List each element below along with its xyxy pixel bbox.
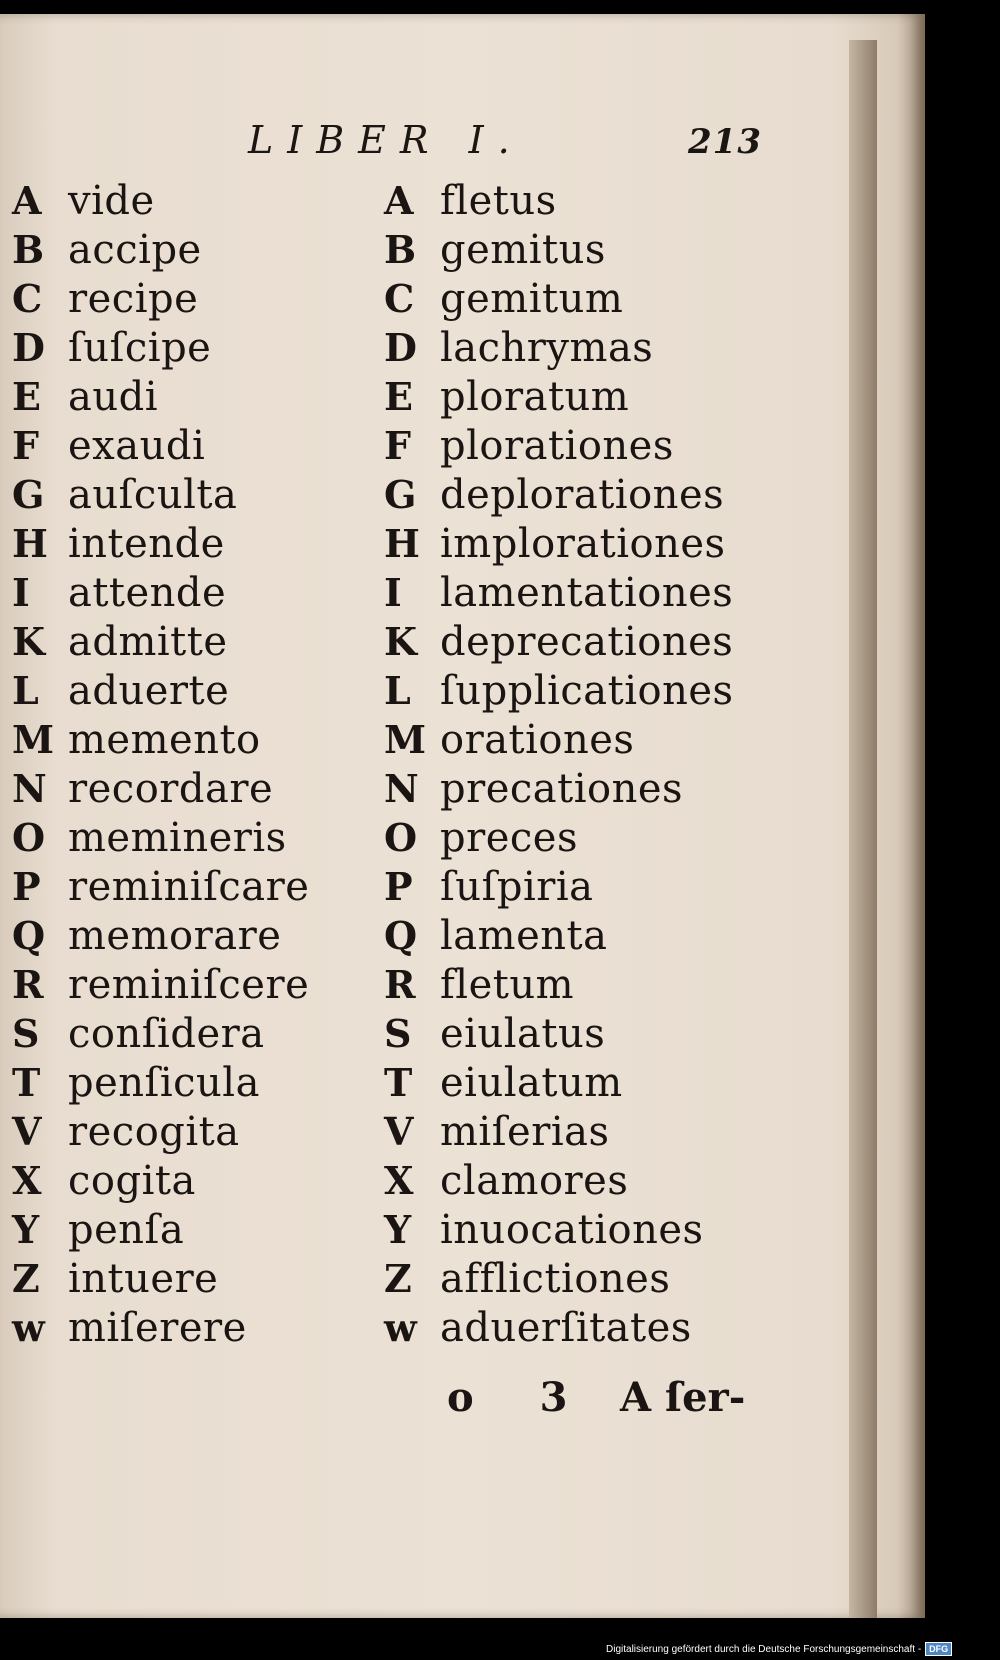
entry-word: intende <box>68 520 225 567</box>
entry-letter: M <box>12 716 55 762</box>
right-column-list <box>384 176 734 1352</box>
right-entry <box>384 568 734 617</box>
entry-letter: B <box>384 226 417 272</box>
entry-letter: G <box>12 471 45 517</box>
entry-word: ploratum <box>440 373 630 420</box>
entry-letter: V <box>384 1108 414 1154</box>
signature-mark: o 3 <box>447 1374 594 1421</box>
entry-letter: X <box>384 1157 414 1203</box>
entry-word: eiulatus <box>440 1010 606 1057</box>
right-entry <box>384 372 734 421</box>
left-entry <box>12 764 309 813</box>
entry-word: auſculta <box>68 471 238 518</box>
entry-word: memento <box>68 716 261 763</box>
entry-word: gemitum <box>440 275 624 322</box>
right-entry <box>384 1058 734 1107</box>
entry-word: recordare <box>68 765 274 812</box>
entry-letter: F <box>12 422 39 468</box>
entry-word: ſuſcipe <box>68 324 212 371</box>
left-entry <box>12 617 309 666</box>
entry-letter: K <box>384 618 418 664</box>
entry-word: fletum <box>440 961 575 1008</box>
left-entry <box>12 715 309 764</box>
entry-word: aduerte <box>68 667 230 714</box>
right-entry <box>384 862 734 911</box>
right-entry <box>384 764 734 813</box>
right-entry <box>384 1107 734 1156</box>
entry-letter: R <box>12 961 44 1007</box>
right-entry <box>384 470 734 519</box>
entry-letter: C <box>12 275 43 321</box>
entry-letter: C <box>384 275 415 321</box>
entry-word: audi <box>68 373 159 420</box>
entry-letter: G <box>384 471 417 517</box>
running-head <box>0 118 925 168</box>
entry-word: lamentationes <box>440 569 734 616</box>
entry-word: aduerſitates <box>440 1304 692 1351</box>
entry-word: gemitus <box>440 226 606 273</box>
entry-letter: Y <box>12 1206 40 1252</box>
digitization-credit <box>606 1640 952 1658</box>
entry-word: ſupplicationes <box>440 667 734 714</box>
right-entry <box>384 1009 734 1058</box>
entry-letter: B <box>12 226 45 272</box>
right-entry <box>384 519 734 568</box>
entry-word: inuocationes <box>440 1206 704 1253</box>
entry-letter: E <box>12 373 41 419</box>
entry-letter: H <box>384 520 420 566</box>
left-entry <box>12 960 309 1009</box>
left-entry <box>12 1107 309 1156</box>
left-entry <box>12 323 309 372</box>
book-page <box>0 14 925 1618</box>
right-entry <box>384 813 734 862</box>
entry-letter: Q <box>12 912 46 958</box>
entry-letter: P <box>384 863 413 909</box>
catchline <box>0 1374 925 1424</box>
left-entry <box>12 470 309 519</box>
entry-word: admitte <box>68 618 228 665</box>
right-entry <box>384 274 734 323</box>
entry-letter: Y <box>384 1206 412 1252</box>
entry-word: intuere <box>68 1255 219 1302</box>
left-entry <box>12 1156 309 1205</box>
left-entry <box>12 274 309 323</box>
left-entry <box>12 225 309 274</box>
entry-word: penſicula <box>68 1059 260 1106</box>
entry-letter: E <box>384 373 413 419</box>
right-entry <box>384 323 734 372</box>
entry-letter: N <box>12 765 47 811</box>
entry-letter: I <box>12 569 30 615</box>
entry-letter: R <box>384 961 416 1007</box>
right-entry <box>384 617 734 666</box>
entry-word: cogita <box>68 1157 196 1204</box>
entry-letter: I <box>384 569 402 615</box>
entry-word: clamores <box>440 1157 629 1204</box>
entry-word: memorare <box>68 912 282 959</box>
entry-word: deprecationes <box>440 618 734 665</box>
left-entry <box>12 813 309 862</box>
entry-letter: L <box>12 667 39 713</box>
right-entry <box>384 715 734 764</box>
entry-letter: P <box>12 863 41 909</box>
entry-word: miſerere <box>68 1304 247 1351</box>
left-entry <box>12 666 309 715</box>
left-entry <box>12 519 309 568</box>
right-entry <box>384 225 734 274</box>
entry-word: implorationes <box>440 520 726 567</box>
entry-letter: Z <box>12 1255 40 1301</box>
entry-word: recipe <box>68 275 199 322</box>
entry-letter: M <box>384 716 427 762</box>
entry-word: orationes <box>440 716 635 763</box>
right-entry <box>384 176 734 225</box>
left-entry <box>12 1254 309 1303</box>
entry-letter: H <box>12 520 48 566</box>
entry-word: precationes <box>440 765 684 812</box>
entry-word: recogita <box>68 1108 240 1155</box>
left-entry <box>12 176 309 225</box>
entry-letter: A <box>384 177 414 223</box>
running-title: LIBER I. <box>248 118 524 162</box>
entry-word: reminiſcare <box>68 863 310 910</box>
entry-word: lamenta <box>440 912 608 959</box>
entry-letter: F <box>384 422 411 468</box>
entry-letter: w <box>384 1304 417 1350</box>
right-entry <box>384 666 734 715</box>
dfg-logo: DFG <box>925 1642 952 1656</box>
entry-letter: w <box>12 1304 45 1350</box>
left-entry <box>12 1205 309 1254</box>
right-entry <box>384 1156 734 1205</box>
entry-word: attende <box>68 569 227 616</box>
entry-word: memineris <box>68 814 287 861</box>
entry-word: afflictiones <box>440 1255 671 1302</box>
entry-letter: L <box>384 667 411 713</box>
page-number: 213 <box>688 122 762 162</box>
left-entry <box>12 1303 309 1352</box>
entry-letter: D <box>384 324 417 370</box>
entry-word: plorationes <box>440 422 674 469</box>
entry-word: accipe <box>68 226 202 273</box>
entry-word: conſidera <box>68 1010 265 1057</box>
right-entry <box>384 1205 734 1254</box>
right-entry <box>384 1254 734 1303</box>
entry-letter: A <box>12 177 42 223</box>
right-entry <box>384 1303 734 1352</box>
left-entry <box>12 372 309 421</box>
left-column-list <box>12 176 309 1352</box>
entry-letter: Q <box>384 912 418 958</box>
entry-word: reminiſcere <box>68 961 310 1008</box>
left-entry <box>12 568 309 617</box>
left-entry <box>12 911 309 960</box>
entry-word: ſuſpiria <box>440 863 594 910</box>
right-entry <box>384 911 734 960</box>
entry-letter: T <box>12 1059 41 1105</box>
entry-word: fletus <box>440 177 557 224</box>
left-entry <box>12 421 309 470</box>
left-entry <box>12 862 309 911</box>
entry-word: vide <box>68 177 155 224</box>
entry-letter: N <box>384 765 419 811</box>
entry-word: exaudi <box>68 422 206 469</box>
entry-word: penſa <box>68 1206 185 1253</box>
entry-letter: X <box>12 1157 42 1203</box>
right-entry <box>384 960 734 1009</box>
entry-letter: Z <box>384 1255 412 1301</box>
entry-letter: S <box>384 1010 412 1056</box>
entry-word: eiulatum <box>440 1059 623 1106</box>
entry-letter: O <box>384 814 418 860</box>
left-entry <box>12 1058 309 1107</box>
entry-letter: V <box>12 1108 42 1154</box>
entry-letter: T <box>384 1059 413 1105</box>
entry-letter: S <box>12 1010 40 1056</box>
entry-word: lachrymas <box>440 324 654 371</box>
left-entry <box>12 1009 309 1058</box>
entry-word: miſerias <box>440 1108 610 1155</box>
credit-text: Digitalisierung gefördert durch die Deutsche Forschungsgemeinschaft - <box>606 1643 922 1655</box>
entry-word: preces <box>440 814 578 861</box>
entry-letter: D <box>12 324 45 370</box>
right-entry <box>384 421 734 470</box>
entry-letter: K <box>12 618 46 664</box>
entry-word: deplorationes <box>440 471 725 518</box>
catchword: A ſer- <box>620 1374 746 1421</box>
entry-letter: O <box>12 814 46 860</box>
